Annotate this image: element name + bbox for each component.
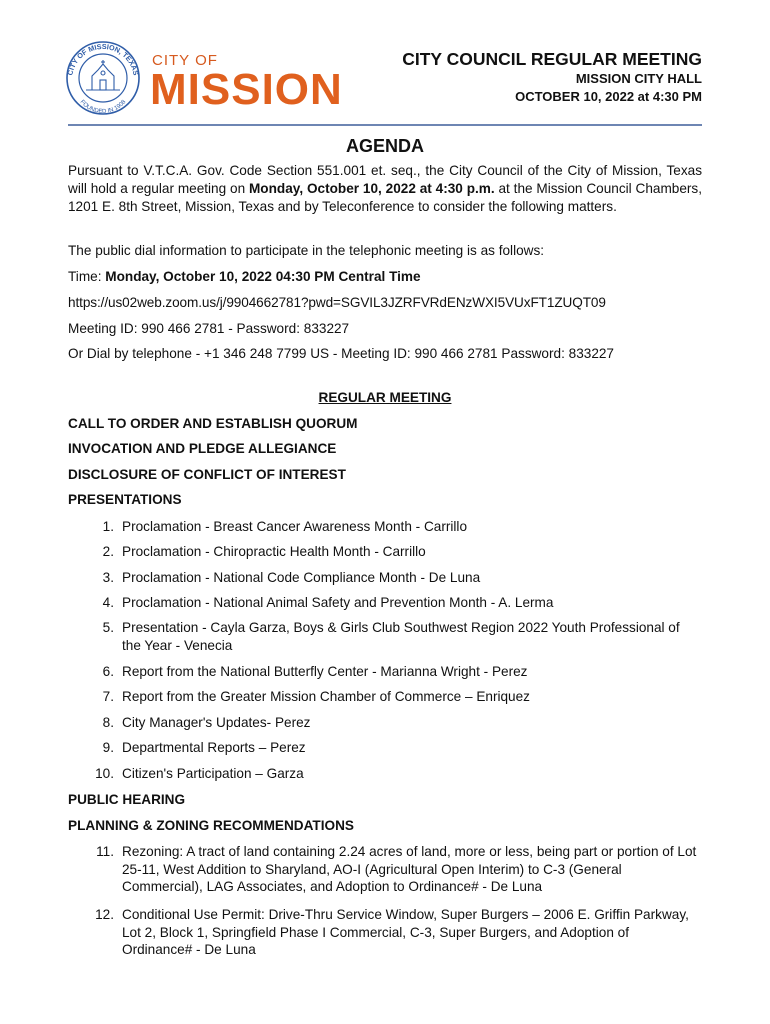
item-number: 2. (102, 544, 114, 559)
item-text: Proclamation - National Code Compliance Month - De Luna (122, 570, 481, 585)
intro-text-2: at the Mission Council Chambers, 1201 E. 8th Street, Mission, Texas and by Teleconference to consider the following matters. (68, 180, 702, 214)
intro-text-1: Pursuant to V.T.C.A. Gov. Code Section 551.001 et. seq., the City Council of the City of Mission, Texas will hold a regular meeting on (68, 163, 702, 196)
item-text: Conditional Use Permit: Drive-Thru Service Window, Super Burgers – 2006 E. Griffin Parkway, Lot 2, Block 1, Springfield Phase I Commercial, C-3, Super Burgers, and Adoption of Ordinance# - De Luna (122, 907, 689, 958)
item-number: 11. (96, 844, 114, 859)
header-divider (68, 124, 702, 126)
time-value: Monday, October 10, 2022 04:30 PM Central Time (105, 269, 421, 284)
heading-public-hearing: PUBLIC HEARING (68, 792, 186, 807)
logo-city-of: CITY OF (152, 52, 218, 69)
item-number: 10. (95, 766, 114, 781)
item-number: 3. (102, 570, 114, 585)
item-text: Departmental Reports – Perez (122, 740, 306, 755)
item-text: Presentation - Cayla Garza, Boys & Girls Club Southwest Region 2022 Youth Professional of the Year - Venecia (122, 620, 680, 653)
item-number: 7. (102, 689, 114, 704)
item-number: 5. (102, 620, 114, 635)
heading-planning-zoning: PLANNING & ZONING RECOMMENDATIONS (68, 818, 354, 833)
meeting-date: OCTOBER 10, 2022 at 4:30 PM (515, 89, 702, 104)
item-text: Proclamation - National Animal Safety and Prevention Month - A. Lerma (122, 595, 554, 610)
heading-presentations: PRESENTATIONS (68, 492, 182, 507)
item-number: 8. (102, 715, 114, 730)
meeting-id-line: Meeting ID: 990 466 2781 - Password: 833227 (68, 321, 350, 336)
zoom-link[interactable]: https://us02web.zoom.us/j/9904662781?pwd=SGVIL3JZRFVRdENzWXI5VUxFT1ZUQT09 (68, 295, 606, 310)
item-number: 12. (95, 907, 114, 922)
item-number: 6. (102, 664, 114, 679)
svg-text:FOUNDED IN 1908 (79, 99, 128, 115)
heading-call-to-order: CALL TO ORDER AND ESTABLISH QUORUM (68, 416, 358, 431)
agenda-title: AGENDA (345, 136, 424, 156)
item-number: 1. (102, 519, 114, 534)
city-logo (62, 40, 352, 116)
phone-line: Or Dial by telephone - +1 346 248 7799 US - Meeting ID: 990 466 2781 Password: 833227 (68, 346, 614, 361)
item-number: 9. (102, 740, 114, 755)
item-number: 4. (102, 595, 114, 610)
city-seal-icon (62, 40, 144, 116)
item-text: Report from the National Butterfly Center - Marianna Wright - Perez (122, 664, 528, 679)
section-title-regular-meeting: REGULAR MEETING (318, 390, 452, 405)
meeting-time (68, 269, 421, 284)
item-text: Rezoning: A tract of land containing 2.24 acres of land, more or less, being part or portion of Lot 25-11, West Addition to Sharyland, AO-I (Agricultural Open Interim) to C-3 (General Commercial), LAG Associates, and Adoption to Ordinance# - De Luna (122, 844, 697, 895)
item-text: Citizen's Participation – Garza (122, 766, 304, 781)
seal-bottom-text: FOUNDED IN 1908 (78, 99, 128, 116)
dial-info: The public dial information to participate in the telephonic meeting is as follows: (68, 243, 545, 258)
item-text: Report from the Greater Mission Chamber of Commerce – Enriquez (122, 689, 530, 704)
meeting-place: MISSION CITY HALL (575, 71, 702, 86)
heading-invocation: INVOCATION AND PLEDGE ALLEGIANCE (68, 441, 337, 456)
logo-mission: MISSION (150, 65, 343, 114)
item-text: City Manager's Updates- Perez (122, 715, 311, 730)
meeting-title: CITY COUNCIL REGULAR MEETING (402, 49, 702, 69)
time-label: Time: (68, 269, 106, 284)
item-text: Proclamation - Breast Cancer Awareness Month - Carrillo (122, 519, 468, 534)
item-text: Proclamation - Chiropractic Health Month - Carrillo (122, 544, 426, 559)
seal-top-text: CITY OF MISSION, TEXAS (65, 41, 141, 77)
heading-disclosure: DISCLOSURE OF CONFLICT OF INTEREST (68, 467, 346, 482)
intro-paragraph (68, 162, 702, 215)
intro-date-bold: Monday, October 10, 2022 at 4:30 p.m. (248, 180, 495, 196)
